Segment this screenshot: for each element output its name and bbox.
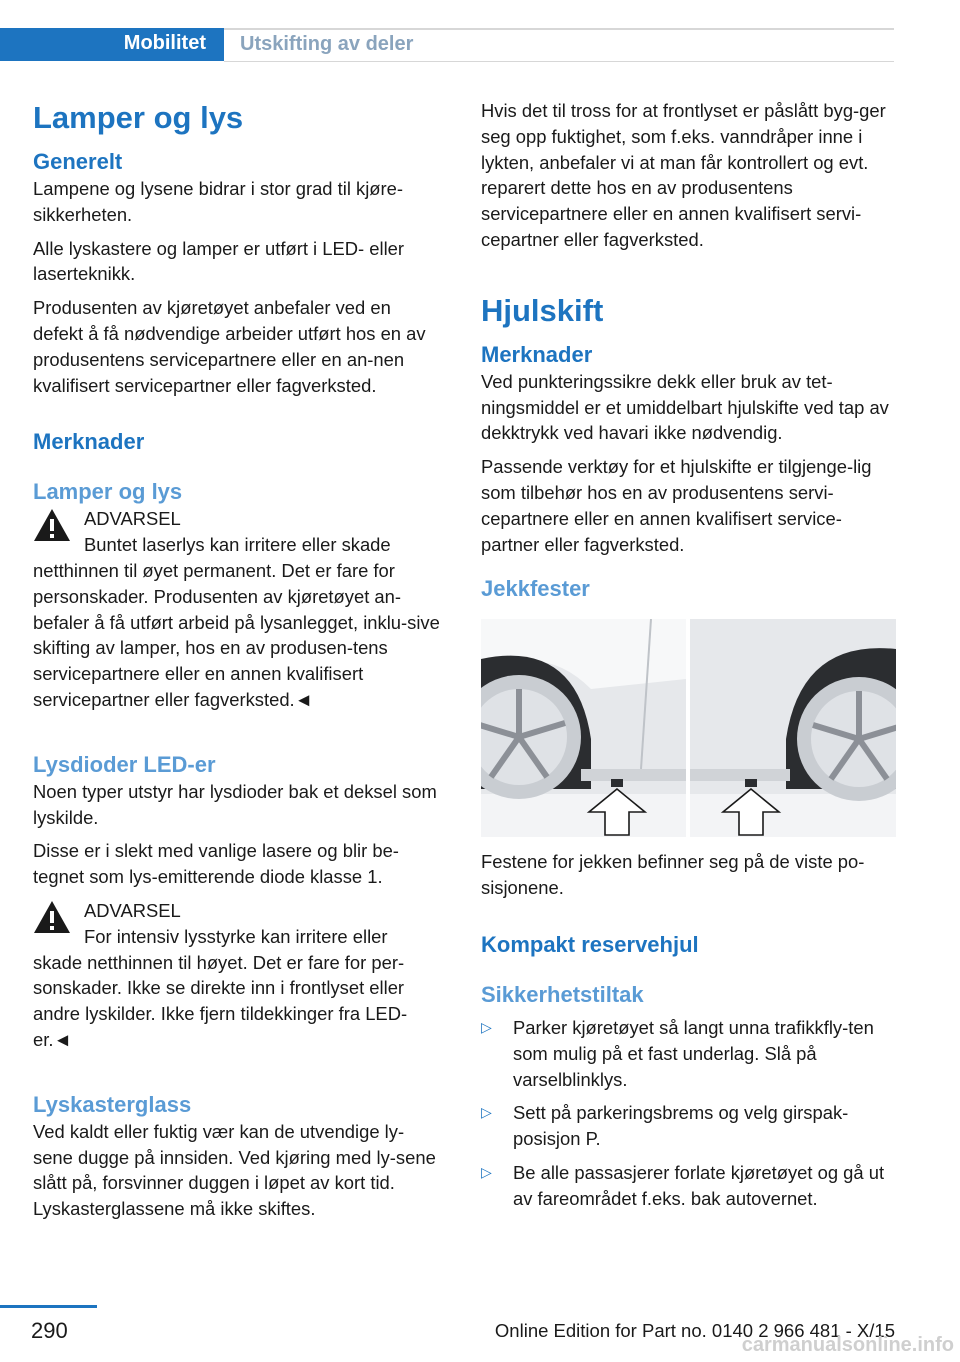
warning-title: ADVARSEL (84, 899, 181, 921)
section-tab-label: Mobilitet (123, 32, 206, 54)
warning-icon (33, 508, 71, 542)
warning-block-laser (33, 506, 443, 558)
merknader-heading-right: Merknader (481, 341, 593, 367)
triangle-bullet-icon: ▷ (481, 1163, 492, 1180)
sikkerhet-heading: Sikkerhetstiltak (481, 981, 644, 1007)
triangle-bullet-icon: ▷ (481, 1104, 492, 1121)
left-column (33, 98, 443, 1230)
jekkfester-caption: Festene for jekken befinner seg på de viste po-sisjonene. (481, 851, 865, 899)
list-item-text: Be alle passasjerer forlate kjøretøyet og gå ut av fareområdet f.eks. bak autovernet. (513, 1161, 885, 1209)
led-heading: Lysdioder LED-er (33, 751, 216, 777)
list-item-text: Parker kjøretøyet så langt unna trafikkfly-ten som mulig på et fast underlag. Slå på varselblinklys. (513, 1016, 874, 1090)
led-paragraph-2: Disse er i slekt med vanlige lasere og blir be-tegnet som lys-emitterende diode klasse 1. (33, 840, 399, 888)
generelt-paragraph-1: Lampene og lysene bidrar i stor grad til kjøre-sikkerheten. (33, 178, 404, 225)
generelt-paragraph-2: Alle lyskastere og lamper er utført i LED- eller laserteknikk. (33, 237, 405, 285)
merknader-paragraph-1: Ved punkteringssikre dekk eller bruk av tet-ningsmiddel er et umiddelbart hjulskifte ved tap av dekktrykk ved havari ikke nødvendig. (481, 370, 889, 444)
list-item-text: Sett på parkeringsbrems og velg girspak-posisjon P. (513, 1102, 849, 1150)
merknader-heading: Merknader (33, 429, 145, 455)
warning-icon (33, 900, 71, 934)
lamper-subheading: Lamper og lys (33, 479, 183, 505)
jack-points-illustration (481, 619, 896, 837)
warning-body: skade netthinnen til høyet. Det er fare for per-sonskader. Ikke se direkte inn i frontlyset eller andre lyskilder. Ikke fjern tildekkinger fra LED-er.◄ (33, 951, 408, 1050)
header-divider (224, 61, 894, 62)
right-column (481, 98, 896, 1220)
footer-accent-line (0, 1305, 97, 1308)
edition-text: Online Edition for Part no. 0140 2 966 481 - X/15 (494, 1320, 895, 1341)
generelt-heading: Generelt (33, 149, 123, 174)
merknader-paragraph-2: Passende verktøy for et hjulskifte er tilgjenge-lig som tilbehør hos en av produsentens servi-cepartnere eller en annen kvalifisert service-partner eller fagverksted. (481, 456, 872, 555)
warning-block-led (33, 898, 443, 950)
subsection-tab[interactable] (224, 28, 894, 61)
page-number: 290 (31, 1318, 68, 1343)
watermark: carmanualsonline.info (741, 1334, 954, 1356)
triangle-bullet-icon: ▷ (481, 1018, 492, 1035)
jekkfester-heading: Jekkfester (481, 576, 590, 602)
section-title-hjulskift: Hjulskift (481, 292, 604, 328)
warning-first-line: Buntet laserlys kan irritere eller skade (84, 534, 391, 556)
warning-first-line: For intensiv lysstyrke kan irritere eller (84, 925, 388, 947)
warning-body: netthinnen til øyet permanent. Det er fare for personskader. Produsenten av kjøretøyet an-befaler å få utført arbeid på lysanlegget, inklu-sive skifting av lamper, hos en av produsen-tens servicepartnere eller en annen kvalifisert servicepartner eller fagverksted.◄ (33, 559, 440, 710)
intro-paragraph: Hvis det til tross for at frontlyset er påslått byg-ger seg opp fuktighet, som f.eks. vanndråper inne i lykten, anbefaler vi at man får kontrollert og evt. reparert dette hos en av produsentens servicepartnere eller en annen kvalifisert servi-cepartner eller fagverksted. (481, 100, 886, 250)
section-tab[interactable] (0, 28, 224, 61)
glass-paragraph: Ved kaldt eller fuktig vær kan de utvendige ly-sene dugge på innsiden. Ved kjøring med ly-sene slått på, forsvinner duggen i løpet av kort tid. Lyskasterglassene må ikke skiftes. (33, 1120, 436, 1220)
led-paragraph-1: Noen typer utstyr har lysdioder bak et deksel som lyskilde. (33, 780, 437, 828)
glass-heading: Lyskasterglass (33, 1091, 192, 1117)
kompakt-heading: Kompakt reservehjul (481, 931, 699, 957)
page-header (0, 0, 960, 62)
list-item (481, 1160, 896, 1212)
list-item (481, 1015, 896, 1092)
page-title: Lamper og lys (33, 100, 244, 135)
subsection-tab-label: Utskifting av deler (240, 33, 414, 55)
car-side-illustration (481, 619, 896, 837)
safety-steps-list (481, 1015, 896, 1212)
generelt-paragraph-3: Produsenten av kjøretøyet anbefaler ved en defekt å få nødvendige arbeider utført hos en av produsentens servicepartnere eller en an-nen kvalifisert servicepartner eller fagverksted. (33, 297, 426, 396)
warning-title: ADVARSEL (84, 508, 181, 530)
list-item (481, 1100, 896, 1152)
